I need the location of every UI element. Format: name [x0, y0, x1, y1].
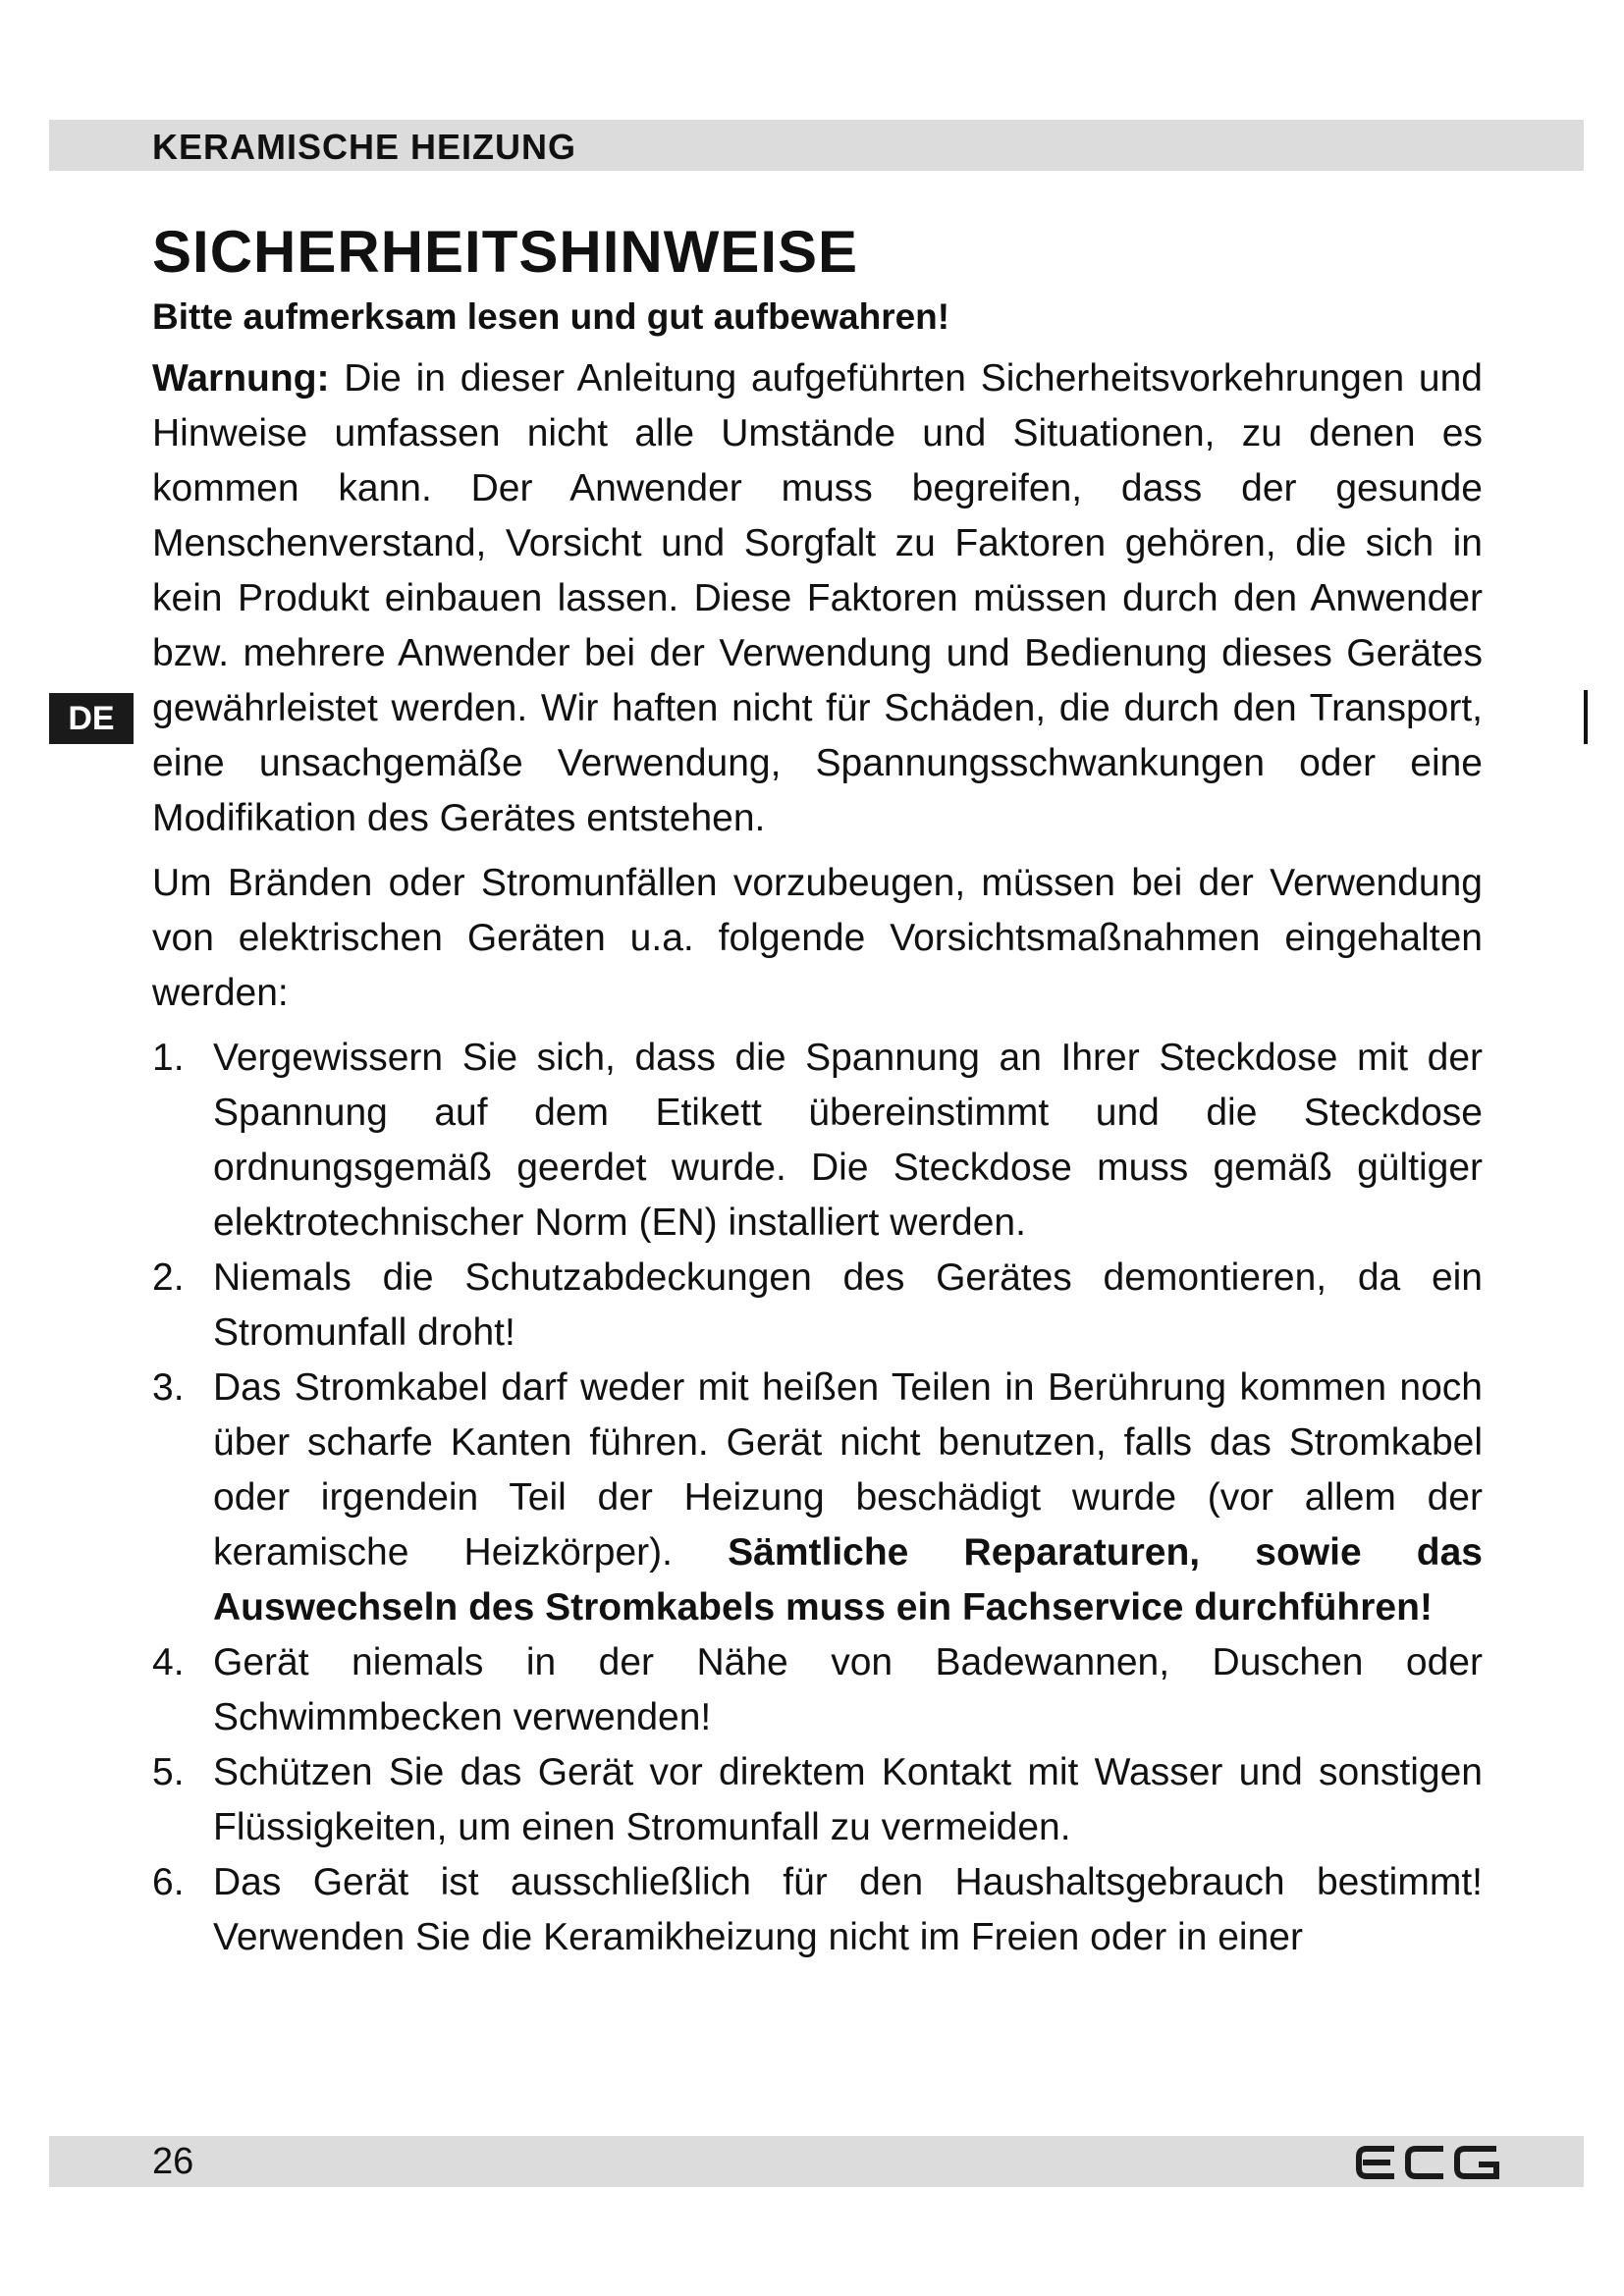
item-bold-text: Sämtliche Reparaturen, sowie das Auswechseln des Stromkabels muss ein Fachservice durchführen!: [213, 1531, 1483, 1629]
language-tab: DE: [49, 693, 134, 744]
ecg-logo: [1355, 2145, 1512, 2180]
section-subtitle: Bitte aufmerksam lesen und gut aufbewahren!: [152, 296, 950, 337]
item-number: 6.: [152, 1861, 185, 1903]
item-number: 2.: [152, 1256, 185, 1299]
intro-paragraph: Um Bränden oder Stromunfällen vorzubeugen, müssen bei der Verwendung von elektrischen Geräten u.a. folgende Vorsichtsmaßnahmen eingehalten werden:: [152, 862, 1483, 1014]
list-item: [152, 1031, 1483, 1251]
footer-bar: [49, 2136, 1584, 2187]
item-number: 1.: [152, 1037, 185, 1079]
page-content: [152, 218, 1483, 1965]
list-item: [152, 1855, 1483, 1965]
item-text: Das Gerät ist ausschließlich für den Haushaltsgebrauch bestimmt! Verwenden Sie die Keramikheizung nicht im Freien oder in einer: [213, 1861, 1483, 1958]
list-item: [152, 1745, 1483, 1855]
warning-paragraph: [152, 351, 1483, 846]
item-text: Niemals die Schutzabdeckungen des Gerätes demontieren, da ein Stromunfall droht!: [213, 1256, 1483, 1354]
safety-list: [152, 1031, 1483, 1965]
item-text: Schützen Sie das Gerät vor direktem Kontakt mit Wasser und sonstigen Flüssigkeiten, um einen Stromunfall zu vermeiden.: [213, 1751, 1483, 1848]
list-item: [152, 1635, 1483, 1745]
section-title: SICHERHEITSHINWEISE: [152, 219, 859, 285]
warning-label: Warnung:: [152, 357, 330, 400]
warning-text: Die in dieser Anleitung aufgeführten Sicherheitsvorkehrungen und Hinweise umfassen nicht alle Umstände und Situationen, zu denen es kommen kann. Der Anwender muss begreifen, dass der gesunde Menschenverstand, Vorsicht und Sorgfalt zu Faktoren gehören, die sich in kein Produkt einbauen lassen. Diese Faktoren müssen durch den Anwender bzw. mehrere Anwender bei der Verwendung und Bedienung dieses Gerätes gewährleistet werden. Wir haften nicht für Schäden, die durch den Transport, eine unsachgemäße Verwendung, Spannungsschwankungen oder eine Modifikation des Gerätes entstehen.: [152, 357, 1483, 839]
item-number: 3.: [152, 1366, 185, 1409]
item-text: Vergewissern Sie sich, dass die Spannung an Ihrer Steckdose mit der Spannung auf dem Etikett übereinstimmt und die Steckdose ordnungsgemäß geerdet wurde. Die Steckdose muss gemäß gültiger elektrotechnischer Norm (EN) installiert werden.: [213, 1037, 1483, 1244]
page-number: 26: [152, 2141, 194, 2182]
margin-mark: [1584, 690, 1588, 744]
list-item: [152, 1251, 1483, 1361]
item-text: Gerät niemals in der Nähe von Badewannen, Duschen oder Schwimmbecken verwenden!: [213, 1641, 1483, 1738]
list-item: [152, 1361, 1483, 1635]
header-title: KERAMISCHE HEIZUNG: [152, 127, 577, 167]
item-text: Das Stromkabel darf weder mit heißen Teilen in Berührung kommen noch über scharfe Kanten führen. Gerät nicht benutzen, falls das Stromkabel oder irgendein Teil der Heizung beschädigt wurde (vor allem der keramische Heizkörper).: [213, 1366, 1483, 1574]
item-number: 4.: [152, 1641, 185, 1683]
item-number: 5.: [152, 1751, 185, 1793]
header-bar: [49, 120, 1584, 171]
